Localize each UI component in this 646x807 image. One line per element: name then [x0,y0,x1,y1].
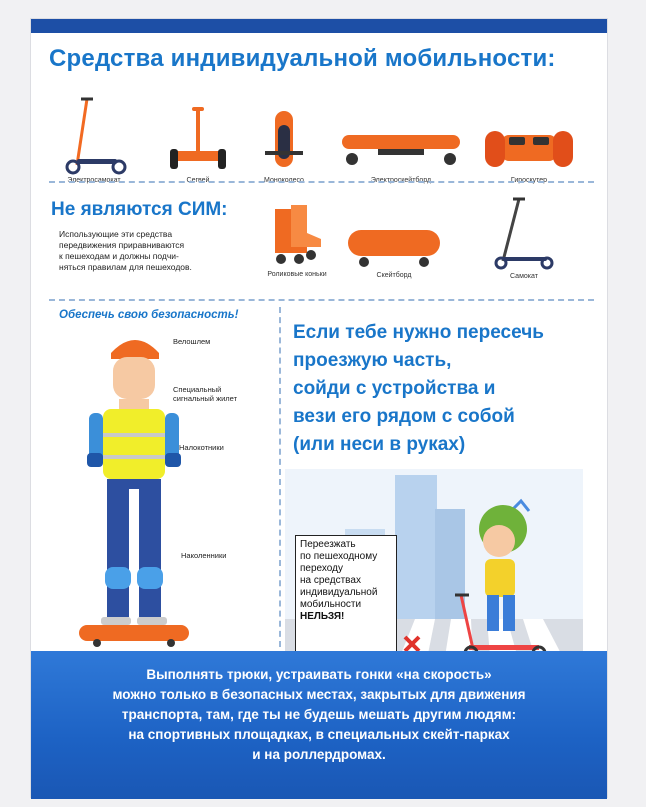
poster [30,18,608,798]
top-stripe [31,19,607,33]
forbidden-label: НЕЛЬЗЯ! [300,611,345,622]
page-title: Средства индивидуальной мобильности: [49,45,556,72]
label-helmet: Велошлем [173,337,211,346]
warning-sign: Переезжать по пешеходному переходу на средствах индивидуальной мобильности НЕЛЬЗЯ! [295,535,397,655]
label-knee-pads: Наколенники [181,551,227,560]
device-hoverboard [479,123,579,184]
vertical-divider [279,307,281,647]
not-sim-text: Использующие эти средства передвижения приравниваются к пешеходам и должны подчи- няться правилам для пешеходов. [59,229,192,272]
kick-scooter-icon [489,195,559,271]
device-label: Сегвей [186,177,210,184]
divider [49,299,594,301]
device-label: Электросамокат [67,177,121,184]
device-label: Электроскейтборд [370,177,432,184]
device-label: Гироскутер [510,177,548,184]
label-vest: Специальный сигнальный жилет [173,385,238,403]
sim-devices-row [31,95,607,195]
device-monowheel [249,105,319,184]
device-electric-scooter [49,95,139,184]
segway-icon [168,105,228,175]
item-label: Самокат [510,273,538,280]
safety-title: Обеспечь свою безопасность! [59,309,239,321]
item-roller-skates [257,203,337,278]
not-sim-title: Не являются СИМ: [51,199,228,220]
label-elbow-pads: Налокотники [179,443,224,452]
device-segway [163,105,233,184]
divider [49,181,594,183]
item-label: Роликовые коньки [267,271,327,278]
item-kick-scooter [479,195,569,280]
item-label: Скейтборд [376,272,412,279]
crossing-instruction: Если тебе нужно пересечь проезжую часть, сойди с устройства и вези его рядом с собой (или неси в руках) [293,322,544,455]
hoverboard-icon [483,123,575,175]
device-electric-skateboard [331,125,471,184]
roller-skates-icon [265,203,329,269]
boy-with-gear-illustration [79,329,189,649]
skateboard-icon [344,224,444,270]
device-label: Моноколесо [264,177,304,184]
electric-skateboard-icon [338,125,464,175]
monowheel-icon [259,105,309,175]
bottom-banner: Выполнять трюки, устраивать гонки «на скорость» можно только в безопасных местах, закрытых для движения транспорта, там, где ты не будешь мешать другим людям: на спортивных площадках, в специальных скейт-парках и на роллердромах. [31,651,607,799]
item-skateboard [339,224,449,279]
electric-scooter-icon [59,95,129,175]
